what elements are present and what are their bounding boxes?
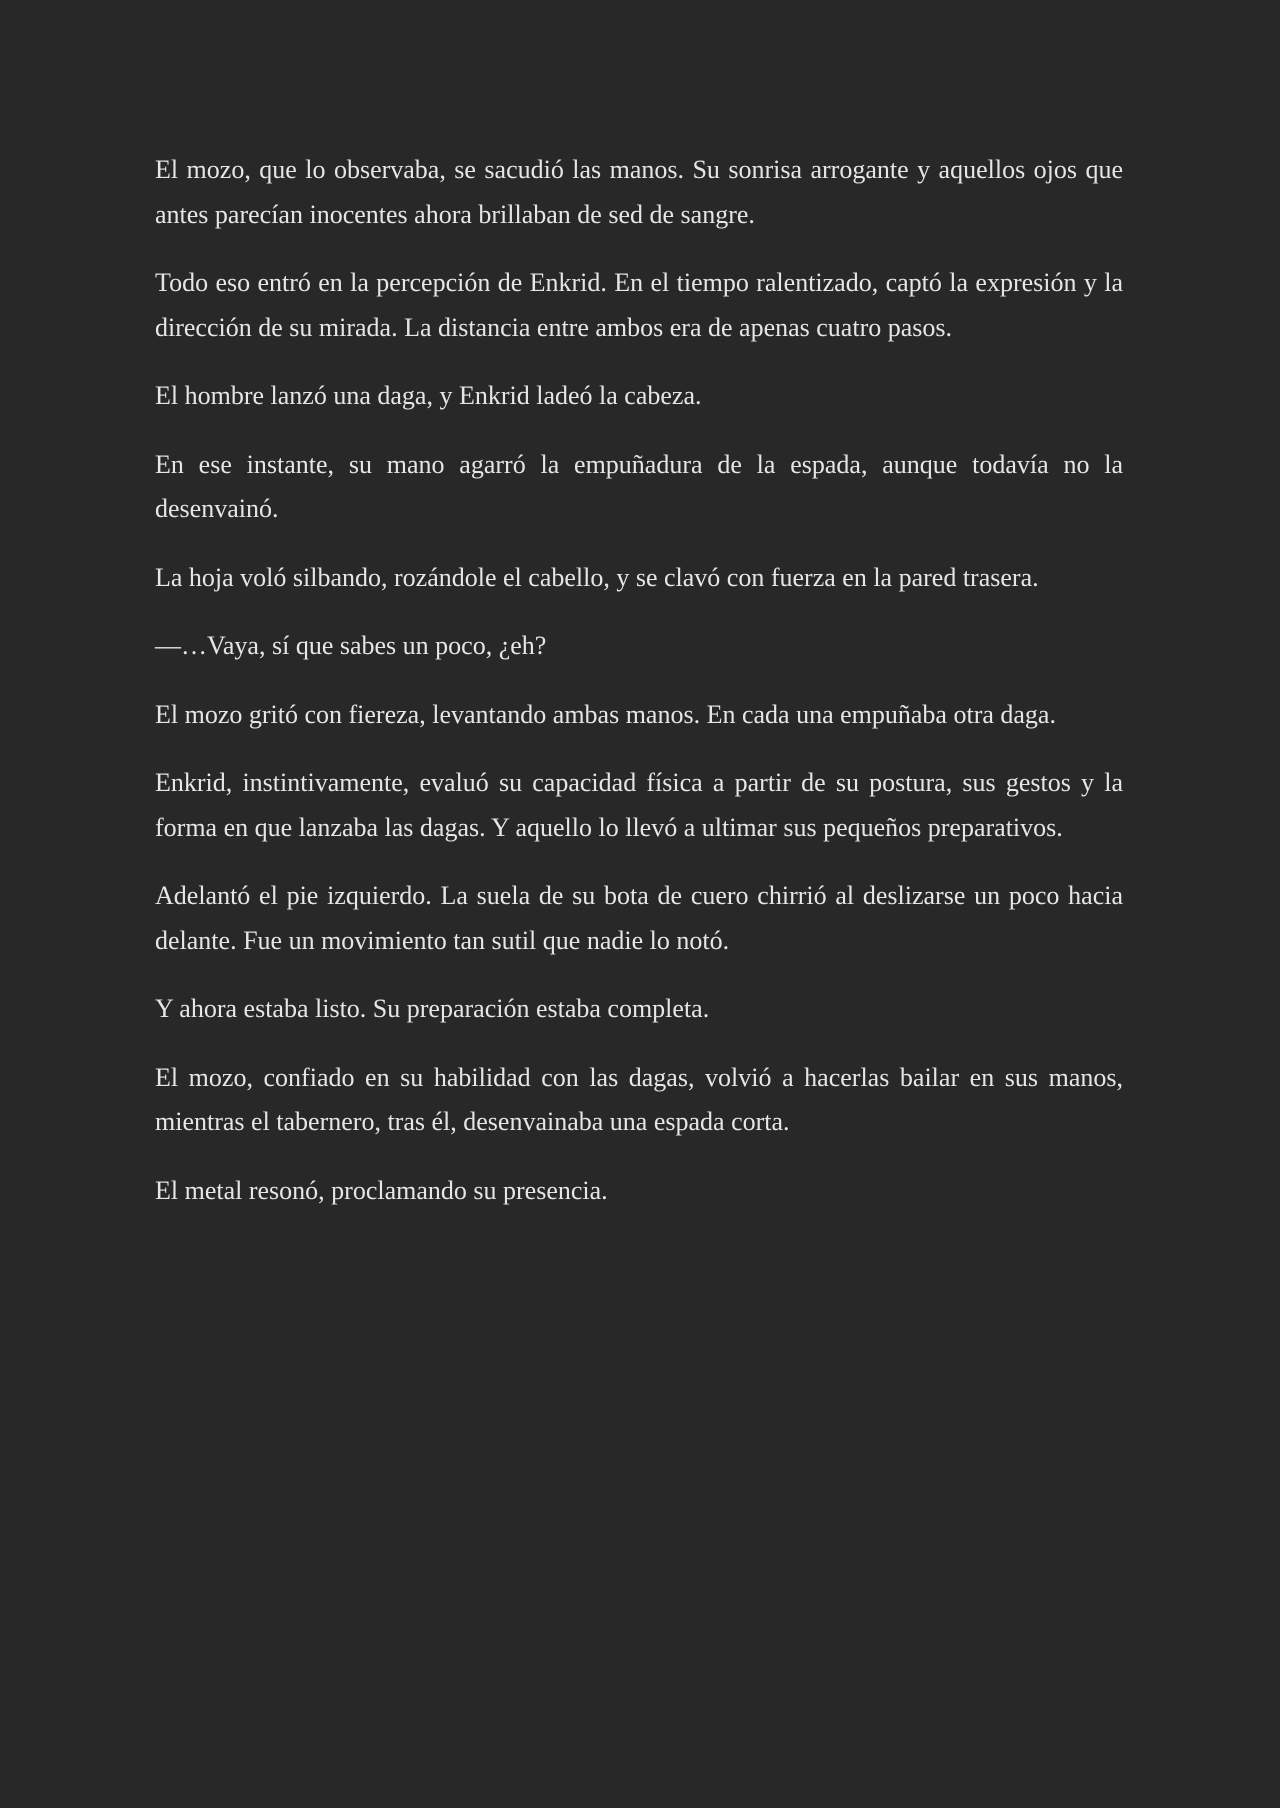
paragraph: La hoja voló silbando, rozándole el cabello, y se clavó con fuerza en la pared trasera. [155,562,1039,592]
paragraph: Todo eso entró en la percepción de Enkrid. En el tiempo ralentizado, captó la expresión y la dirección de su mirada. La distancia entre ambos era de apenas cuatro pasos. [155,268,1123,342]
paragraph: El mozo gritó con fiereza, levantando ambas manos. En cada una empuñaba otra daga. [155,699,1056,729]
paragraph: En ese instante, su mano agarró la empuñadura de la espada, aunque todavía no la desenvainó. [155,449,1123,523]
paragraph: Y ahora estaba listo. Su preparación estaba completa. [155,994,710,1023]
paragraph: El metal resonó, proclamando su presencia. [155,1175,608,1205]
paragraph: Adelantó el pie izquierdo. La suela de su bota de cuero chirrió al deslizarse un poco hacia delante. Fue un movimiento tan sutil que nadie lo notó. [155,881,1123,955]
paragraph: Enkrid, instintivamente, evaluó su capacidad física a partir de su postura, sus gestos y la forma en que lanzaba las dagas. Y aquello lo llevó a ultimar sus pequeños preparativos. [155,768,1123,842]
paragraph: —…Vaya, sí que sabes un poco, ¿eh? [155,631,547,660]
paragraph: El mozo, que lo observaba, se sacudió las manos. Su sonrisa arrogante y aquellos ojos que antes parecían inocentes ahora brillaban de sed de sangre. [155,155,1123,229]
reader-content [155,148,1123,1237]
paragraph: El hombre lanzó una daga, y Enkrid ladeó la cabeza. [155,381,702,410]
paragraph: El mozo, confiado en su habilidad con las dagas, volvió a hacerlas bailar en sus manos, mientras el tabernero, tras él, desenvainaba una espada corta. [155,1062,1123,1136]
